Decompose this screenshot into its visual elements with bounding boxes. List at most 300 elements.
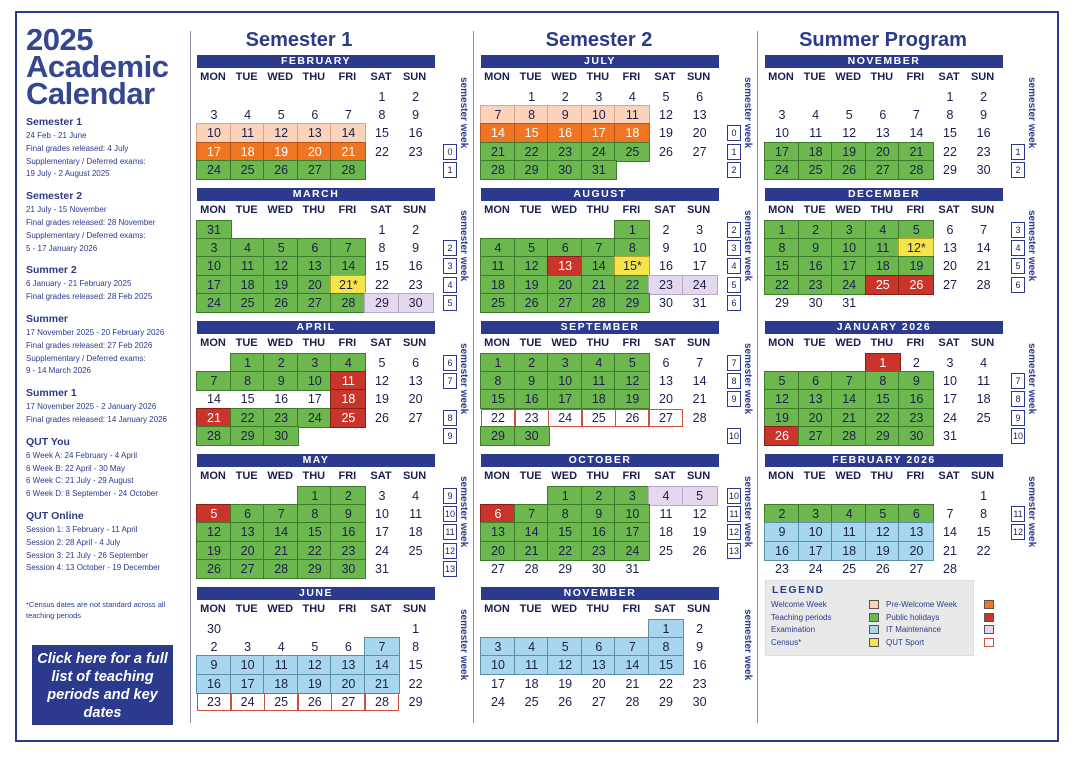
day-cell[interactable]: 29: [231, 427, 265, 445]
day-cell[interactable]: 27: [649, 409, 683, 427]
day-cell[interactable]: 8: [866, 372, 900, 390]
day-cell[interactable]: 14: [331, 124, 365, 142]
day-cell[interactable]: 22: [943, 144, 957, 159]
day-cell[interactable]: 4: [412, 489, 420, 503]
day-cell[interactable]: 16: [274, 392, 289, 407]
day-cell[interactable]: 8: [231, 372, 265, 390]
day-cell[interactable]: 9: [331, 505, 365, 523]
day-cell[interactable]: 9: [582, 505, 616, 523]
day-cell[interactable]: 29: [481, 427, 515, 445]
day-cell[interactable]: 14: [207, 392, 221, 407]
day-cell[interactable]: 23: [515, 409, 549, 427]
day-cell[interactable]: 17: [582, 124, 616, 142]
day-cell[interactable]: 15: [943, 126, 957, 141]
day-cell[interactable]: 7: [197, 372, 231, 390]
day-cell[interactable]: 2: [331, 487, 365, 505]
day-cell[interactable]: 15: [976, 525, 991, 540]
day-cell[interactable]: 9: [980, 108, 988, 123]
day-cell[interactable]: 21: [582, 276, 616, 294]
day-cell[interactable]: 9: [662, 241, 670, 256]
day-cell[interactable]: 22: [481, 409, 515, 427]
day-cell[interactable]: 28: [625, 694, 640, 709]
day-cell[interactable]: 17: [307, 392, 322, 407]
day-cell[interactable]: 1: [412, 622, 420, 636]
day-cell[interactable]: 30: [808, 295, 823, 310]
day-cell[interactable]: 29: [515, 161, 549, 179]
day-cell[interactable]: 3: [778, 108, 786, 123]
day-cell[interactable]: 6: [879, 108, 887, 123]
day-cell[interactable]: 28: [582, 294, 616, 312]
day-cell[interactable]: 9: [515, 372, 549, 390]
day-cell[interactable]: 17: [231, 675, 265, 693]
day-cell[interactable]: 5: [264, 239, 298, 257]
day-cell[interactable]: 25: [799, 161, 833, 179]
day-cell[interactable]: 8: [765, 239, 799, 257]
day-cell[interactable]: 6: [946, 223, 954, 237]
day-cell[interactable]: 17: [799, 542, 833, 560]
day-cell[interactable]: 15: [481, 390, 515, 408]
day-cell[interactable]: 16: [659, 259, 673, 274]
day-cell[interactable]: 20: [692, 126, 707, 141]
day-cell[interactable]: 21: [943, 543, 957, 558]
day-cell[interactable]: 10: [775, 126, 789, 141]
day-cell[interactable]: 13: [943, 241, 957, 256]
day-cell[interactable]: 23: [264, 409, 298, 427]
day-cell[interactable]: 11: [615, 106, 649, 124]
day-cell[interactable]: 23: [331, 542, 365, 560]
day-cell[interactable]: 3: [946, 356, 954, 370]
day-cell[interactable]: 19: [866, 542, 900, 560]
day-cell[interactable]: 11: [409, 507, 423, 522]
day-cell[interactable]: 19: [692, 525, 707, 540]
day-cell[interactable]: 10: [231, 656, 265, 674]
day-cell[interactable]: 12: [264, 257, 298, 275]
day-cell[interactable]: 19: [659, 126, 673, 141]
day-cell[interactable]: 8: [378, 108, 386, 123]
day-cell[interactable]: 11: [809, 126, 823, 141]
day-cell[interactable]: 3: [378, 489, 386, 503]
day-cell[interactable]: 1: [298, 487, 332, 505]
day-cell[interactable]: 13: [899, 523, 933, 541]
day-cell[interactable]: 3: [595, 90, 603, 104]
day-cell[interactable]: 1: [649, 620, 683, 638]
day-cell[interactable]: 7: [582, 239, 616, 257]
day-cell[interactable]: 2: [515, 354, 549, 372]
day-cell[interactable]: 12: [515, 257, 549, 275]
day-cell[interactable]: 31: [943, 428, 957, 443]
day-cell[interactable]: 25: [842, 561, 857, 576]
day-cell[interactable]: 20: [943, 259, 957, 274]
day-cell[interactable]: 5: [548, 638, 582, 656]
day-cell[interactable]: 23: [408, 277, 423, 292]
day-cell[interactable]: 30: [659, 295, 673, 310]
day-cell[interactable]: 22: [298, 542, 332, 560]
day-cell[interactable]: 29: [408, 694, 423, 709]
day-cell[interactable]: 15: [240, 392, 255, 407]
day-cell[interactable]: 26: [765, 427, 799, 445]
day-cell[interactable]: 11: [977, 374, 991, 389]
day-cell[interactable]: 22: [765, 276, 799, 294]
day-cell[interactable]: 15: [375, 126, 389, 141]
day-cell[interactable]: 22: [866, 409, 900, 427]
day-cell[interactable]: 13: [298, 257, 332, 275]
day-cell[interactable]: 24: [582, 143, 616, 161]
day-cell[interactable]: 19: [298, 675, 332, 693]
day-cell[interactable]: 19: [899, 257, 933, 275]
day-cell[interactable]: 9: [765, 523, 799, 541]
day-cell[interactable]: 3: [832, 221, 866, 239]
day-cell[interactable]: 16: [799, 257, 833, 275]
day-cell[interactable]: 26: [615, 409, 649, 427]
day-cell[interactable]: 7: [696, 356, 704, 370]
day-cell[interactable]: 14: [976, 241, 991, 256]
day-cell[interactable]: 15: [548, 523, 582, 541]
day-cell[interactable]: 7: [946, 507, 954, 522]
day-cell[interactable]: 20: [298, 276, 332, 294]
day-cell[interactable]: 25: [582, 409, 616, 427]
day-cell[interactable]: 29: [775, 295, 789, 310]
day-cell[interactable]: 21: [264, 542, 298, 560]
day-cell[interactable]: 28: [899, 161, 933, 179]
day-cell[interactable]: 24: [615, 542, 649, 560]
day-cell[interactable]: 18: [976, 392, 991, 407]
day-cell[interactable]: 20: [548, 276, 582, 294]
day-cell[interactable]: 9: [696, 640, 704, 655]
day-cell[interactable]: 27: [548, 294, 582, 312]
day-cell[interactable]: 10: [481, 656, 515, 674]
day-cell[interactable]: 10: [197, 257, 231, 275]
day-cell[interactable]: 12: [615, 372, 649, 390]
day-cell[interactable]: 17: [375, 525, 389, 540]
day-cell[interactable]: 19: [264, 143, 298, 161]
day-cell[interactable]: 1: [946, 90, 954, 104]
day-cell[interactable]: 28: [197, 427, 231, 445]
day-cell[interactable]: 31: [842, 295, 857, 310]
day-cell[interactable]: 13: [481, 523, 515, 541]
day-cell[interactable]: 22: [515, 143, 549, 161]
day-cell[interactable]: 6: [481, 505, 515, 523]
day-cell[interactable]: 18: [231, 276, 265, 294]
day-cell[interactable]: 14: [692, 374, 707, 389]
day-cell[interactable]: 12*: [899, 239, 933, 257]
day-cell[interactable]: 30: [976, 162, 991, 177]
day-cell[interactable]: 14: [264, 523, 298, 541]
day-cell[interactable]: 30: [515, 427, 549, 445]
day-cell[interactable]: 3: [615, 487, 649, 505]
day-cell[interactable]: 3: [799, 505, 833, 523]
day-cell[interactable]: 26: [264, 294, 298, 312]
day-cell[interactable]: 24: [197, 294, 231, 312]
day-cell[interactable]: 23: [899, 409, 933, 427]
day-cell[interactable]: 6: [231, 505, 265, 523]
day-cell[interactable]: 5: [378, 356, 386, 370]
day-cell[interactable]: 24: [231, 693, 265, 711]
teaching-periods-link[interactable]: Click here for a full list of teaching periods and key dates: [32, 645, 173, 725]
day-cell[interactable]: 8: [548, 505, 582, 523]
day-cell[interactable]: 5: [515, 239, 549, 257]
day-cell[interactable]: 20: [481, 542, 515, 560]
day-cell[interactable]: 3: [244, 640, 252, 655]
day-cell[interactable]: 20: [298, 143, 332, 161]
day-cell[interactable]: 20: [591, 676, 606, 691]
day-cell[interactable]: 13: [692, 108, 707, 123]
day-cell[interactable]: 24: [548, 409, 582, 427]
day-cell[interactable]: 17: [491, 676, 505, 691]
day-cell[interactable]: 18: [231, 143, 265, 161]
day-cell[interactable]: 7: [344, 108, 352, 123]
day-cell[interactable]: 26: [692, 543, 707, 558]
day-cell[interactable]: 16: [765, 542, 799, 560]
day-cell[interactable]: 28: [365, 693, 399, 711]
day-cell[interactable]: 18: [659, 525, 673, 540]
day-cell[interactable]: 13: [659, 374, 673, 389]
day-cell[interactable]: 28: [976, 277, 991, 292]
day-cell[interactable]: 27: [943, 277, 957, 292]
day-cell[interactable]: 22: [408, 676, 423, 691]
day-cell[interactable]: 11: [515, 656, 549, 674]
day-cell[interactable]: 2: [765, 505, 799, 523]
day-cell[interactable]: 3: [197, 239, 231, 257]
day-cell[interactable]: 30: [399, 294, 433, 312]
day-cell[interactable]: 4: [231, 239, 265, 257]
day-cell[interactable]: 18: [866, 257, 900, 275]
day-cell[interactable]: 17: [197, 143, 231, 161]
day-cell[interactable]: 30: [899, 427, 933, 445]
day-cell[interactable]: 7: [481, 106, 515, 124]
day-cell[interactable]: 7: [615, 638, 649, 656]
day-cell[interactable]: 18: [615, 124, 649, 142]
day-cell[interactable]: 19: [832, 143, 866, 161]
day-cell[interactable]: 19: [765, 409, 799, 427]
day-cell[interactable]: 24: [832, 276, 866, 294]
day-cell[interactable]: 14: [832, 390, 866, 408]
day-cell[interactable]: 26: [558, 694, 573, 709]
day-cell[interactable]: 2: [412, 223, 420, 237]
day-cell[interactable]: 28: [331, 161, 365, 179]
day-cell[interactable]: 8: [378, 241, 386, 256]
day-cell[interactable]: 18: [832, 542, 866, 560]
day-cell[interactable]: 7: [515, 505, 549, 523]
day-cell[interactable]: 8: [649, 638, 683, 656]
day-cell[interactable]: 10: [832, 239, 866, 257]
day-cell[interactable]: 2: [912, 356, 920, 370]
day-cell[interactable]: 6: [582, 638, 616, 656]
day-cell[interactable]: 25: [659, 543, 673, 558]
day-cell[interactable]: 24: [943, 410, 957, 425]
day-cell[interactable]: 11: [832, 523, 866, 541]
day-cell[interactable]: 26: [832, 161, 866, 179]
day-cell[interactable]: 22: [976, 543, 991, 558]
day-cell[interactable]: 25: [524, 694, 539, 709]
day-cell[interactable]: 12: [548, 656, 582, 674]
day-cell[interactable]: 4: [980, 356, 988, 370]
day-cell[interactable]: 25: [331, 409, 365, 427]
day-cell[interactable]: 9: [197, 656, 231, 674]
day-cell[interactable]: 25: [231, 161, 265, 179]
day-cell[interactable]: 2: [696, 622, 704, 636]
day-cell[interactable]: 9: [412, 241, 420, 256]
day-cell[interactable]: 21: [365, 675, 399, 693]
day-cell[interactable]: 8: [946, 108, 954, 123]
day-cell[interactable]: 24: [683, 276, 717, 294]
day-cell[interactable]: 8: [298, 505, 332, 523]
day-cell[interactable]: 2: [210, 640, 218, 655]
day-cell[interactable]: 5: [845, 108, 853, 123]
day-cell[interactable]: 5: [277, 108, 285, 123]
day-cell[interactable]: 9: [264, 372, 298, 390]
day-cell[interactable]: 27: [491, 561, 505, 576]
day-cell[interactable]: 4: [628, 90, 636, 104]
day-cell[interactable]: 24: [491, 694, 505, 709]
day-cell[interactable]: 17: [943, 392, 957, 407]
day-cell[interactable]: 6: [412, 356, 420, 370]
day-cell[interactable]: 8: [615, 239, 649, 257]
day-cell[interactable]: 3: [548, 354, 582, 372]
day-cell[interactable]: 11: [582, 372, 616, 390]
day-cell[interactable]: 23: [582, 542, 616, 560]
day-cell[interactable]: 15: [375, 259, 389, 274]
day-cell[interactable]: 21: [899, 143, 933, 161]
day-cell[interactable]: 12: [692, 507, 707, 522]
day-cell[interactable]: 1: [378, 223, 386, 237]
day-cell[interactable]: 7: [264, 505, 298, 523]
day-cell[interactable]: 25: [264, 693, 298, 711]
day-cell[interactable]: 28: [524, 561, 539, 576]
day-cell[interactable]: 11: [866, 239, 900, 257]
day-cell[interactable]: 20: [331, 675, 365, 693]
day-cell[interactable]: 30: [548, 161, 582, 179]
day-cell[interactable]: 9: [799, 239, 833, 257]
day-cell[interactable]: 11: [231, 257, 265, 275]
day-cell[interactable]: 22: [615, 276, 649, 294]
day-cell[interactable]: 1: [866, 354, 900, 372]
day-cell[interactable]: 28: [692, 410, 707, 425]
day-cell[interactable]: 24: [808, 561, 823, 576]
day-cell[interactable]: 19: [375, 392, 389, 407]
day-cell[interactable]: 2: [582, 487, 616, 505]
day-cell[interactable]: 6: [799, 372, 833, 390]
day-cell[interactable]: 5: [899, 221, 933, 239]
day-cell[interactable]: 30: [207, 622, 221, 636]
day-cell[interactable]: 18: [799, 143, 833, 161]
day-cell[interactable]: 6: [696, 90, 704, 104]
day-cell[interactable]: 3: [481, 638, 515, 656]
day-cell[interactable]: 4: [582, 354, 616, 372]
day-cell[interactable]: 15: [866, 390, 900, 408]
day-cell[interactable]: 5: [662, 90, 670, 104]
day-cell[interactable]: 20: [231, 542, 265, 560]
day-cell[interactable]: 11: [231, 124, 265, 142]
day-cell[interactable]: 17: [765, 143, 799, 161]
day-cell[interactable]: 21: [481, 143, 515, 161]
day-cell[interactable]: 13: [231, 523, 265, 541]
day-cell[interactable]: 31: [375, 561, 389, 576]
day-cell[interactable]: 4: [331, 354, 365, 372]
day-cell[interactable]: 4: [832, 505, 866, 523]
day-cell[interactable]: 26: [899, 276, 933, 294]
day-cell[interactable]: 23: [548, 143, 582, 161]
day-cell[interactable]: 2: [980, 90, 988, 104]
day-cell[interactable]: 4: [866, 221, 900, 239]
day-cell[interactable]: 18: [264, 675, 298, 693]
day-cell[interactable]: 25: [408, 543, 423, 558]
day-cell[interactable]: 17: [832, 257, 866, 275]
day-cell[interactable]: 27: [408, 410, 423, 425]
day-cell[interactable]: 18: [582, 390, 616, 408]
day-cell[interactable]: 6: [344, 640, 352, 655]
day-cell[interactable]: 8: [980, 507, 988, 522]
day-cell[interactable]: 23: [408, 144, 423, 159]
day-cell[interactable]: 16: [408, 259, 423, 274]
day-cell[interactable]: 7: [832, 372, 866, 390]
day-cell[interactable]: 25: [976, 410, 991, 425]
day-cell[interactable]: 29: [298, 560, 332, 578]
day-cell[interactable]: 2: [561, 90, 569, 104]
day-cell[interactable]: 27: [298, 161, 332, 179]
day-cell[interactable]: 12: [659, 108, 673, 123]
day-cell[interactable]: 14: [615, 656, 649, 674]
day-cell[interactable]: 2: [264, 354, 298, 372]
day-cell[interactable]: 26: [197, 560, 231, 578]
day-cell[interactable]: 21: [197, 409, 231, 427]
day-cell[interactable]: 6: [298, 239, 332, 257]
day-cell[interactable]: 27: [331, 693, 365, 711]
day-cell[interactable]: 12: [298, 656, 332, 674]
day-cell[interactable]: 17: [548, 390, 582, 408]
day-cell[interactable]: 17: [615, 523, 649, 541]
day-cell[interactable]: 16: [976, 126, 991, 141]
day-cell[interactable]: 19: [264, 276, 298, 294]
day-cell[interactable]: 7: [331, 239, 365, 257]
day-cell[interactable]: 30: [331, 560, 365, 578]
day-cell[interactable]: 18: [408, 525, 423, 540]
day-cell[interactable]: 15*: [615, 257, 649, 275]
day-cell[interactable]: 1: [980, 489, 988, 503]
day-cell[interactable]: 14: [943, 525, 957, 540]
day-cell[interactable]: 13: [582, 656, 616, 674]
day-cell[interactable]: 6: [899, 505, 933, 523]
day-cell[interactable]: 13: [548, 257, 582, 275]
day-cell[interactable]: 1: [528, 90, 536, 104]
day-cell[interactable]: 3: [298, 354, 332, 372]
day-cell[interactable]: 20: [899, 542, 933, 560]
day-cell[interactable]: 14: [515, 523, 549, 541]
day-cell[interactable]: 14: [582, 257, 616, 275]
day-cell[interactable]: 31: [625, 561, 640, 576]
day-cell[interactable]: 26: [298, 693, 332, 711]
day-cell[interactable]: 21: [832, 409, 866, 427]
day-cell[interactable]: 4: [812, 108, 820, 123]
day-cell[interactable]: 14: [481, 124, 515, 142]
day-cell[interactable]: 22: [659, 676, 673, 691]
day-cell[interactable]: 20: [866, 143, 900, 161]
day-cell[interactable]: 10: [298, 372, 332, 390]
day-cell[interactable]: 13: [408, 374, 423, 389]
day-cell[interactable]: 20: [799, 409, 833, 427]
day-cell[interactable]: 12: [765, 390, 799, 408]
day-cell[interactable]: 22: [375, 144, 389, 159]
day-cell[interactable]: 15: [298, 523, 332, 541]
day-cell[interactable]: 29: [866, 427, 900, 445]
day-cell[interactable]: 15: [649, 656, 683, 674]
day-cell[interactable]: 4: [277, 640, 285, 655]
day-cell[interactable]: 26: [875, 561, 890, 576]
day-cell[interactable]: 26: [375, 410, 389, 425]
day-cell[interactable]: 5: [615, 354, 649, 372]
day-cell[interactable]: 3: [696, 223, 704, 237]
day-cell[interactable]: 25: [231, 294, 265, 312]
day-cell[interactable]: 30: [591, 561, 606, 576]
